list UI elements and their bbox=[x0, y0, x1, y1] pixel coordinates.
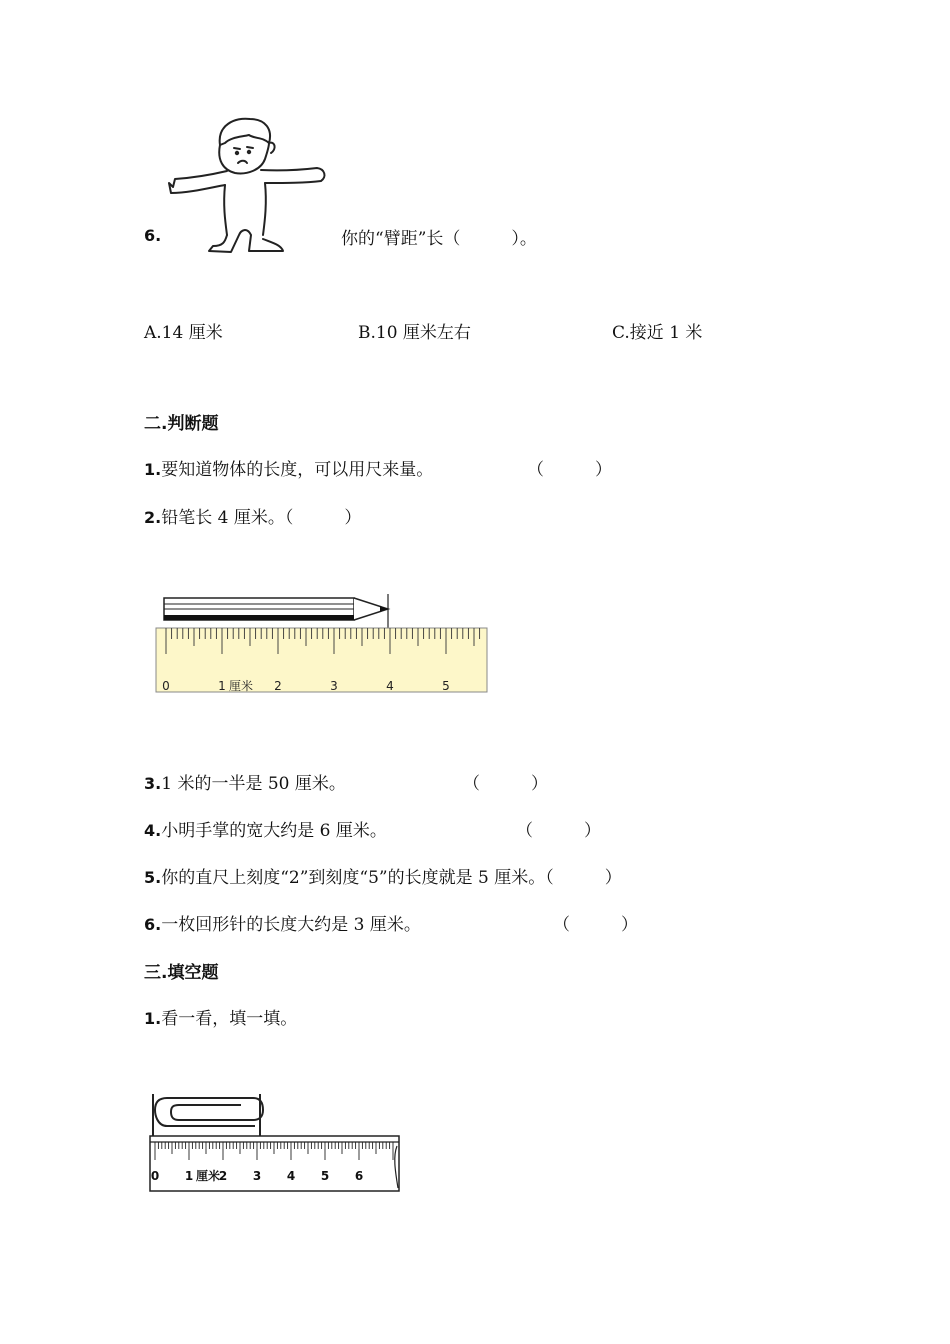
ruler-label: 5 bbox=[320, 1169, 330, 1183]
ruler-label: 6 bbox=[354, 1169, 364, 1183]
section2-item-3 bbox=[144, 769, 346, 794]
item-number: 1. bbox=[144, 460, 162, 479]
pencil-ruler-illustration bbox=[150, 590, 495, 700]
section3-title: 三.填空题 bbox=[144, 963, 219, 983]
item-number: 5. bbox=[144, 868, 162, 887]
item-blank: （ ） bbox=[545, 868, 622, 888]
pencil-icon bbox=[164, 594, 388, 628]
ruler-label: 4 bbox=[286, 1169, 296, 1183]
section2-item-4-blank: （ ） bbox=[516, 821, 601, 841]
ruler-label: 2 bbox=[218, 1169, 228, 1183]
ruler-label: 4 bbox=[386, 679, 394, 693]
q6-question-text: 你的“臂距”长（ ）。 bbox=[341, 229, 537, 249]
q6-number: 6. bbox=[144, 226, 162, 245]
item-text: 你的直尺上刻度“2”到刻度“5”的长度就是 5 厘米。 bbox=[161, 868, 546, 888]
item-text: 1 米的一半是 50 厘米。 bbox=[161, 774, 346, 794]
ruler-label: 0 bbox=[150, 1169, 160, 1183]
section2-item-1-blank: （ ） bbox=[527, 460, 612, 480]
section2-title: 二.判断题 bbox=[144, 414, 219, 434]
item-number: 2. bbox=[144, 508, 162, 527]
paperclip-ruler-illustration bbox=[145, 1090, 405, 1195]
stick-figure-illustration bbox=[165, 115, 335, 260]
section2-item-4 bbox=[144, 816, 387, 841]
q6-option-b: B.10 厘米左右 bbox=[358, 323, 471, 343]
paperclip-icon bbox=[153, 1094, 263, 1136]
item-text: 要知道物体的长度，可以用尺来量。 bbox=[161, 460, 434, 480]
ruler-label: 0 bbox=[162, 679, 170, 693]
item-text: 看一看，填一填。 bbox=[161, 1009, 298, 1029]
item-number: 1. bbox=[144, 1009, 162, 1028]
ruler-label: 1 bbox=[218, 679, 226, 693]
item-blank: （ ） bbox=[284, 508, 362, 528]
ruler-unit-label: 厘米 bbox=[229, 679, 254, 693]
section2-item-6 bbox=[144, 910, 421, 935]
item-number: 4. bbox=[144, 821, 162, 840]
item-text: 小明手掌的宽大约是 6 厘米。 bbox=[161, 821, 387, 841]
section2-item-5 bbox=[144, 863, 622, 888]
item-number: 3. bbox=[144, 774, 162, 793]
section2-item-2 bbox=[144, 503, 361, 528]
ruler-label: 3 bbox=[330, 679, 338, 693]
section2-item-3-blank: （ ） bbox=[463, 774, 548, 794]
item-text: 一枚回形针的长度大约是 3 厘米。 bbox=[161, 915, 421, 935]
item-number: 6. bbox=[144, 915, 162, 934]
section3-item-1 bbox=[144, 1004, 297, 1029]
ruler-label: 3 bbox=[252, 1169, 262, 1183]
ruler-label: 5 bbox=[442, 679, 450, 693]
q6-option-c: C.接近 1 米 bbox=[612, 323, 703, 343]
ruler-label: 2 bbox=[274, 679, 282, 693]
ruler-label: 1 bbox=[184, 1169, 194, 1183]
item-text: 铅笔长 4 厘米。 bbox=[161, 508, 285, 528]
section2-item-6-blank: （ ） bbox=[553, 915, 638, 935]
q6-option-a: A.14 厘米 bbox=[144, 323, 223, 343]
section2-item-1 bbox=[144, 455, 433, 480]
ruler-unit-label: 厘米 bbox=[196, 1169, 221, 1183]
